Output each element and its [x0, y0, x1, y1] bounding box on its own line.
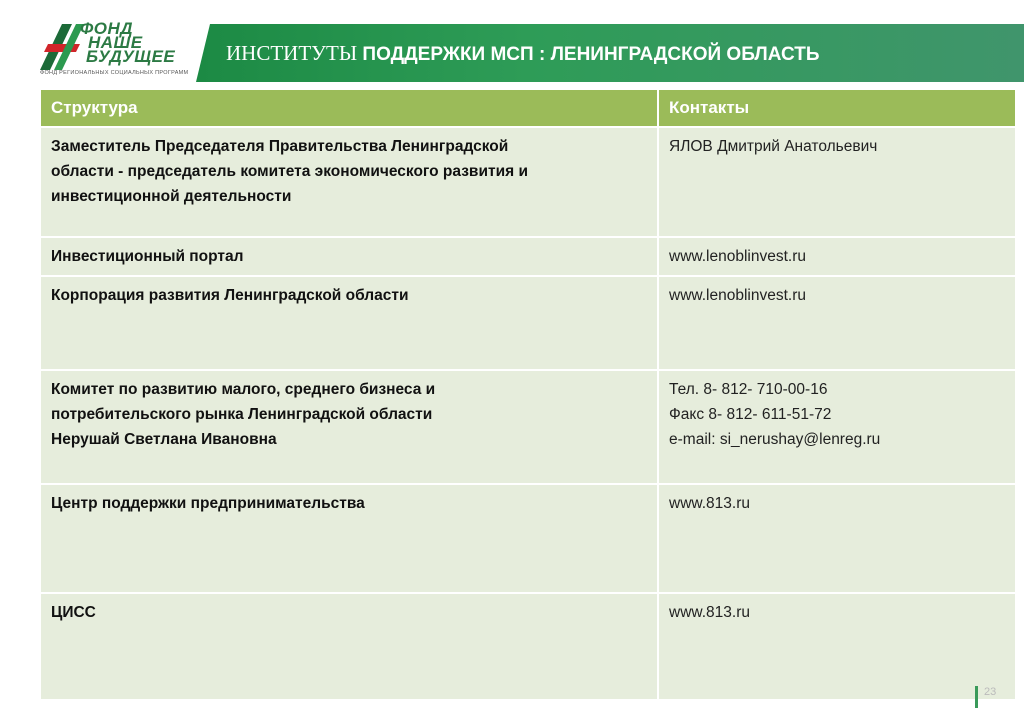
fund-logo-emblem-icon	[40, 24, 84, 70]
structure-cell	[41, 127, 658, 237]
contact-name: ЯЛОВ Дмитрий Анатольевич	[669, 138, 878, 155]
structure-text: потребительского рынка Ленинградской области	[51, 406, 433, 423]
page-title-bold: ПОДДЕРЖКИ МСП : ЛЕНИНГРАДСКОЙ ОБЛАСТЬ	[362, 44, 820, 65]
structure-text: Нерушай Светлана Ивановна	[51, 431, 277, 448]
fund-logo-wordmark	[80, 19, 190, 66]
structure-cell	[41, 593, 658, 700]
table-row	[41, 484, 1016, 593]
banner-slant	[196, 24, 210, 82]
contacts-cell	[658, 370, 1016, 484]
column-header-structure: Структура	[41, 90, 658, 127]
website-link[interactable]: www.813.ru	[669, 604, 750, 621]
page-number: 23	[984, 686, 997, 698]
table-row	[41, 127, 1016, 237]
structure-cell	[41, 370, 658, 484]
structure-cell	[41, 484, 658, 593]
contacts-cell	[658, 276, 1016, 370]
structure-cell	[41, 237, 658, 276]
contacts-cell	[658, 484, 1016, 593]
contacts-cell	[658, 127, 1016, 237]
website-link[interactable]: www.lenoblinvest.ru	[669, 248, 806, 265]
page-number-bar	[975, 686, 978, 708]
structure-text: ЦИСС	[51, 604, 96, 621]
table-header-row	[41, 90, 1016, 127]
column-header-contacts: Контакты	[658, 90, 1016, 127]
website-link[interactable]: www.lenoblinvest.ru	[669, 287, 806, 304]
page-title	[226, 40, 820, 68]
logo-word-our: НАШЕ	[88, 33, 143, 52]
support-institutions-table	[41, 90, 1017, 701]
structure-cell	[41, 276, 658, 370]
contacts-cell	[658, 593, 1016, 700]
structure-text: Заместитель Председателя Правительства Ленинградской	[51, 138, 509, 155]
logo-word-future: БУДУЩЕЕ	[86, 47, 176, 66]
structure-text: Инвестиционный портал	[51, 248, 244, 265]
structure-text: области - председатель комитета экономического развития и	[51, 163, 528, 180]
website-link[interactable]: www.813.ru	[669, 495, 750, 512]
page-title-regular: ИНСТИТУТЫ	[226, 41, 363, 65]
structure-text: Комитет по развитию малого, среднего бизнеса и	[51, 381, 436, 398]
structure-text: инвестиционной деятельности	[51, 188, 292, 205]
logo-word-fund: ФОНД	[80, 19, 134, 38]
table-row	[41, 370, 1016, 484]
fax-number: Факс 8- 812- 611-51-72	[669, 406, 832, 423]
email-link[interactable]: e-mail: si_nerushay@lenreg.ru	[669, 431, 881, 448]
table-row	[41, 276, 1016, 370]
structure-text: Корпорация развития Ленинградской области	[51, 287, 409, 304]
structure-text: Центр поддержки предпринимательства	[51, 495, 365, 512]
logo-subtitle: ФОНД РЕГИОНАЛЬНЫХ СОЦИАЛЬНЫХ ПРОГРАММ	[40, 70, 189, 76]
fund-logo	[40, 19, 190, 84]
contacts-cell	[658, 237, 1016, 276]
table-row	[41, 237, 1016, 276]
table-row	[41, 593, 1016, 700]
phone-number: Тел. 8- 812- 710-00-16	[669, 381, 828, 398]
